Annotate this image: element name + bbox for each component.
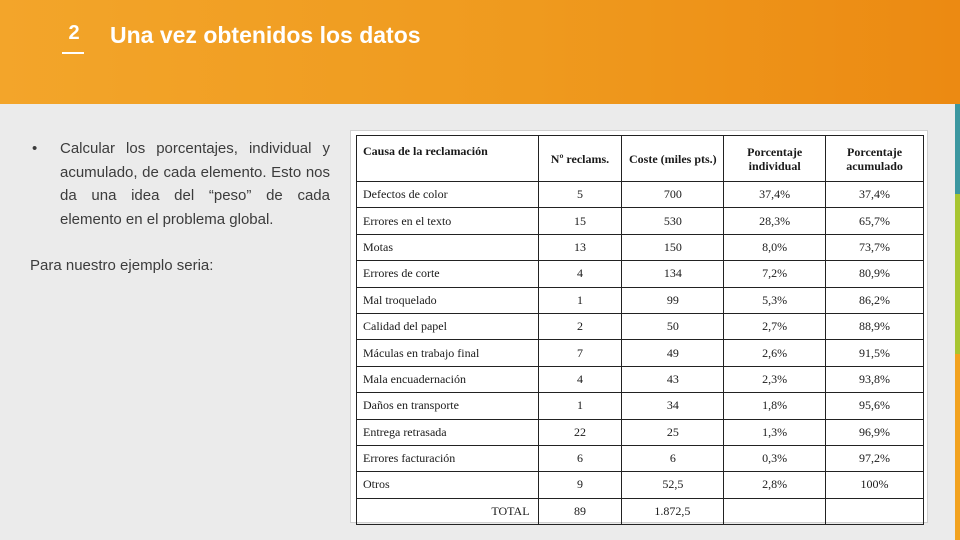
cell-count: 4 (538, 261, 622, 287)
cell-cumulative-pct: 88,9% (826, 313, 924, 339)
cell-cause: Errores facturación (357, 445, 539, 471)
cell-cost: 150 (622, 234, 724, 260)
bullet-dot: • (32, 140, 38, 157)
slide-title: Una vez obtenidos los datos (110, 22, 421, 48)
table-row (357, 313, 924, 339)
cell-count: 7 (538, 340, 622, 366)
cell-count: 6 (538, 445, 622, 471)
cell-individual-pct: 8,0% (724, 234, 826, 260)
bullet-text: Calcular los porcentajes, individual y acumulado, de cada elemento. Esto nos da una idea del “peso” de cada elemento en el problema global. (60, 140, 330, 228)
accent-strip-green (955, 194, 960, 354)
cell-cost: 43 (622, 366, 724, 392)
cell-cost: 530 (622, 208, 724, 234)
slide-number-underline (62, 52, 84, 54)
cell-count: 1 (538, 287, 622, 313)
cell-cumulative-pct: 95,6% (826, 393, 924, 419)
pareto-table (356, 135, 924, 525)
table-row (357, 472, 924, 498)
cell-individual-pct: 0,3% (724, 445, 826, 471)
cell-cause: Errores en el texto (357, 208, 539, 234)
cell-cumulative-pct: 97,2% (826, 445, 924, 471)
table-row (357, 182, 924, 208)
cell-cause: Motas (357, 234, 539, 260)
cell-individual-pct: 1,3% (724, 419, 826, 445)
body-text (30, 137, 330, 278)
table-row (357, 208, 924, 234)
cell-cost: 700 (622, 182, 724, 208)
table-row (357, 366, 924, 392)
cell-cumulative-pct: 91,5% (826, 340, 924, 366)
cell-cost: 50 (622, 313, 724, 339)
total-count: 89 (538, 498, 622, 524)
slide-header (0, 0, 960, 104)
table-header-row (357, 136, 924, 182)
header-count: Nº reclams. (538, 136, 622, 182)
total-empty-cell (724, 498, 826, 524)
cell-individual-pct: 2,7% (724, 313, 826, 339)
cell-cost: 134 (622, 261, 724, 287)
header-cost: Coste (miles pts.) (622, 136, 724, 182)
cell-cause: Errores de corte (357, 261, 539, 287)
cell-individual-pct: 28,3% (724, 208, 826, 234)
cell-cause: Máculas en trabajo final (357, 340, 539, 366)
table-row (357, 261, 924, 287)
table-row (357, 287, 924, 313)
header-cause: Causa de la reclamación (357, 136, 539, 182)
cell-cumulative-pct: 100% (826, 472, 924, 498)
cell-cause: Calidad del papel (357, 313, 539, 339)
cell-count: 22 (538, 419, 622, 445)
example-text: Para nuestro ejemplo seria: (30, 257, 214, 274)
table-row (357, 234, 924, 260)
cell-count: 15 (538, 208, 622, 234)
cell-cost: 6 (622, 445, 724, 471)
bullet-item (30, 137, 330, 231)
table-row (357, 340, 924, 366)
cell-cumulative-pct: 86,2% (826, 287, 924, 313)
header-cumulative-pct: Porcentaje acumulado (826, 136, 924, 182)
cell-count: 1 (538, 393, 622, 419)
cell-count: 2 (538, 313, 622, 339)
cell-cause: Defectos de color (357, 182, 539, 208)
cell-individual-pct: 2,3% (724, 366, 826, 392)
cell-individual-pct: 7,2% (724, 261, 826, 287)
cell-cause: Daños en transporte (357, 393, 539, 419)
cell-cause: Mala encuadernación (357, 366, 539, 392)
table-row (357, 393, 924, 419)
total-label: TOTAL (357, 498, 539, 524)
table-total-row (357, 498, 924, 524)
cell-cause: Otros (357, 472, 539, 498)
cell-individual-pct: 2,6% (724, 340, 826, 366)
cell-cumulative-pct: 96,9% (826, 419, 924, 445)
total-cost: 1.872,5 (622, 498, 724, 524)
slide-number: 2 (68, 22, 80, 44)
table-image-frame (350, 130, 928, 523)
cell-cost: 49 (622, 340, 724, 366)
table-row (357, 445, 924, 471)
cell-count: 13 (538, 234, 622, 260)
cell-cumulative-pct: 93,8% (826, 366, 924, 392)
cell-individual-pct: 37,4% (724, 182, 826, 208)
cell-cost: 25 (622, 419, 724, 445)
cell-individual-pct: 2,8% (724, 472, 826, 498)
header-individual-pct: Porcentaje individual (724, 136, 826, 182)
cell-cumulative-pct: 80,9% (826, 261, 924, 287)
cell-cause: Mal troquelado (357, 287, 539, 313)
cell-cumulative-pct: 37,4% (826, 182, 924, 208)
cell-count: 4 (538, 366, 622, 392)
accent-strip-teal (955, 104, 960, 194)
accent-strip-orange (955, 354, 960, 540)
total-empty-cell (826, 498, 924, 524)
cell-individual-pct: 1,8% (724, 393, 826, 419)
table-row (357, 419, 924, 445)
cell-cause: Entrega retrasada (357, 419, 539, 445)
cell-cumulative-pct: 73,7% (826, 234, 924, 260)
cell-count: 9 (538, 472, 622, 498)
cell-cost: 52,5 (622, 472, 724, 498)
cell-count: 5 (538, 182, 622, 208)
cell-cost: 99 (622, 287, 724, 313)
cell-individual-pct: 5,3% (724, 287, 826, 313)
cell-cumulative-pct: 65,7% (826, 208, 924, 234)
cell-cost: 34 (622, 393, 724, 419)
